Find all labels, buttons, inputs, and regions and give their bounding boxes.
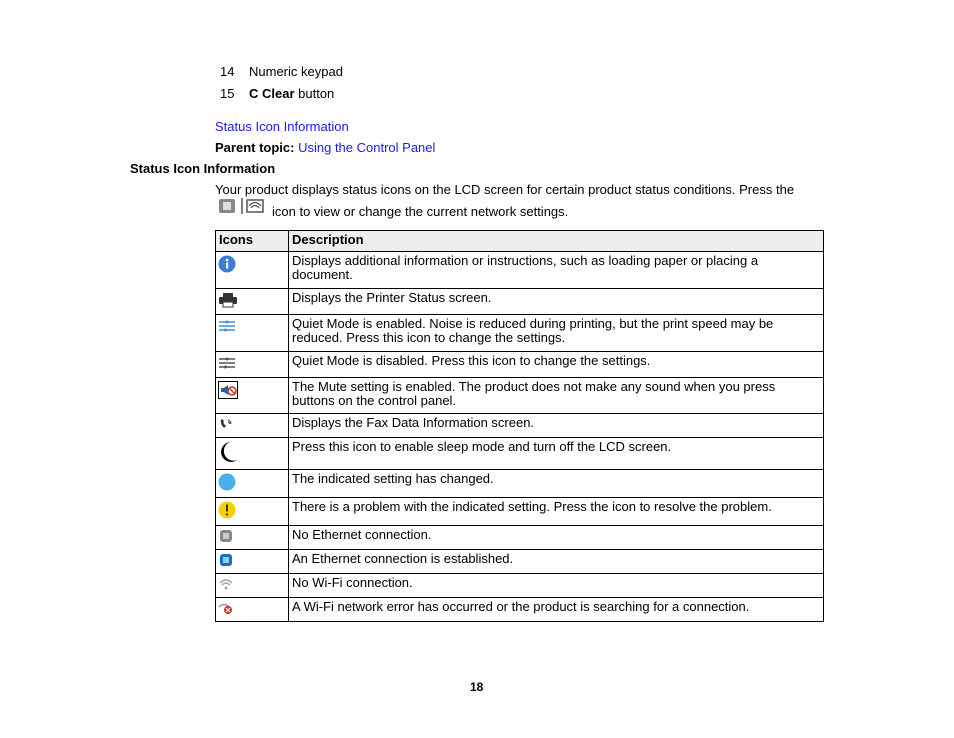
info-icon bbox=[218, 255, 236, 273]
list-item-label: Numeric keypad bbox=[249, 64, 343, 79]
table-row bbox=[216, 315, 824, 352]
intro-line-1: Your product displays status icons on the LCD screen for certain product status conditions. Press the bbox=[215, 182, 795, 197]
description: There is a problem with the indicated setting. Press the icon to resolve the problem. bbox=[289, 498, 824, 526]
printer-icon bbox=[218, 292, 238, 308]
table-row bbox=[216, 414, 824, 438]
table-row bbox=[216, 470, 824, 498]
list-item-number: 15 bbox=[220, 86, 235, 101]
table-row bbox=[216, 550, 824, 574]
table-header-row bbox=[216, 231, 824, 252]
network-icons bbox=[218, 196, 268, 219]
description: An Ethernet connection is established. bbox=[289, 550, 824, 574]
list-item-number: 14 bbox=[220, 64, 235, 79]
description: No Wi-Fi connection. bbox=[289, 574, 824, 598]
ethernet-on-icon bbox=[218, 553, 234, 567]
description: The indicated setting has changed. bbox=[289, 470, 824, 498]
warning-icon bbox=[218, 501, 236, 519]
quiet-mode-on-icon bbox=[218, 318, 236, 334]
table-row bbox=[216, 574, 824, 598]
description: Quiet Mode is disabled. Press this icon to change the settings. bbox=[289, 352, 824, 378]
parent-topic-label: Parent topic: bbox=[215, 140, 295, 155]
table-row bbox=[216, 252, 824, 289]
table-row bbox=[216, 352, 824, 378]
table-row bbox=[216, 498, 824, 526]
quiet-mode-off-icon bbox=[218, 355, 236, 371]
status-icon-table bbox=[215, 230, 824, 622]
table-row bbox=[216, 526, 824, 550]
ethernet-wifi-network-icon bbox=[218, 196, 268, 216]
related-topic-link[interactable]: Status Icon Information bbox=[215, 119, 349, 134]
table-row bbox=[216, 598, 824, 622]
list-item-label bbox=[249, 86, 334, 101]
list-item-bold: C Clear bbox=[249, 86, 295, 101]
description: No Ethernet connection. bbox=[289, 526, 824, 550]
table-row bbox=[216, 438, 824, 470]
description: Displays the Fax Data Information screen. bbox=[289, 414, 824, 438]
description: Displays additional information or instructions, such as loading paper or placing a document. bbox=[289, 252, 824, 289]
mute-icon bbox=[218, 381, 238, 399]
wifi-error-icon bbox=[218, 601, 234, 615]
header-icons: Icons bbox=[216, 231, 289, 252]
intro-line-2: icon to view or change the current network settings. bbox=[272, 204, 569, 219]
section-title: Status Icon Information bbox=[130, 161, 276, 176]
header-description: Description bbox=[289, 231, 824, 252]
fax-data-icon bbox=[218, 417, 234, 431]
description: Displays the Printer Status screen. bbox=[289, 289, 824, 315]
sleep-moon-icon bbox=[218, 441, 238, 463]
wifi-off-icon bbox=[218, 577, 234, 591]
table-row bbox=[216, 289, 824, 315]
parent-topic bbox=[215, 140, 435, 155]
description: Press this icon to enable sleep mode and turn off the LCD screen. bbox=[289, 438, 824, 470]
description: The Mute setting is enabled. The product does not make any sound when you press buttons on the control panel. bbox=[289, 378, 824, 414]
page-number: 18 bbox=[470, 680, 484, 694]
parent-topic-link[interactable]: Using the Control Panel bbox=[298, 140, 436, 155]
setting-changed-icon bbox=[218, 473, 236, 491]
description: A Wi-Fi network error has occurred or the product is searching for a connection. bbox=[289, 598, 824, 622]
ethernet-off-icon bbox=[218, 529, 234, 543]
list-item-suffix: button bbox=[294, 86, 335, 101]
table-row bbox=[216, 378, 824, 414]
description: Quiet Mode is enabled. Noise is reduced during printing, but the print speed may be reduced. Press this icon to change the settings. bbox=[289, 315, 824, 352]
